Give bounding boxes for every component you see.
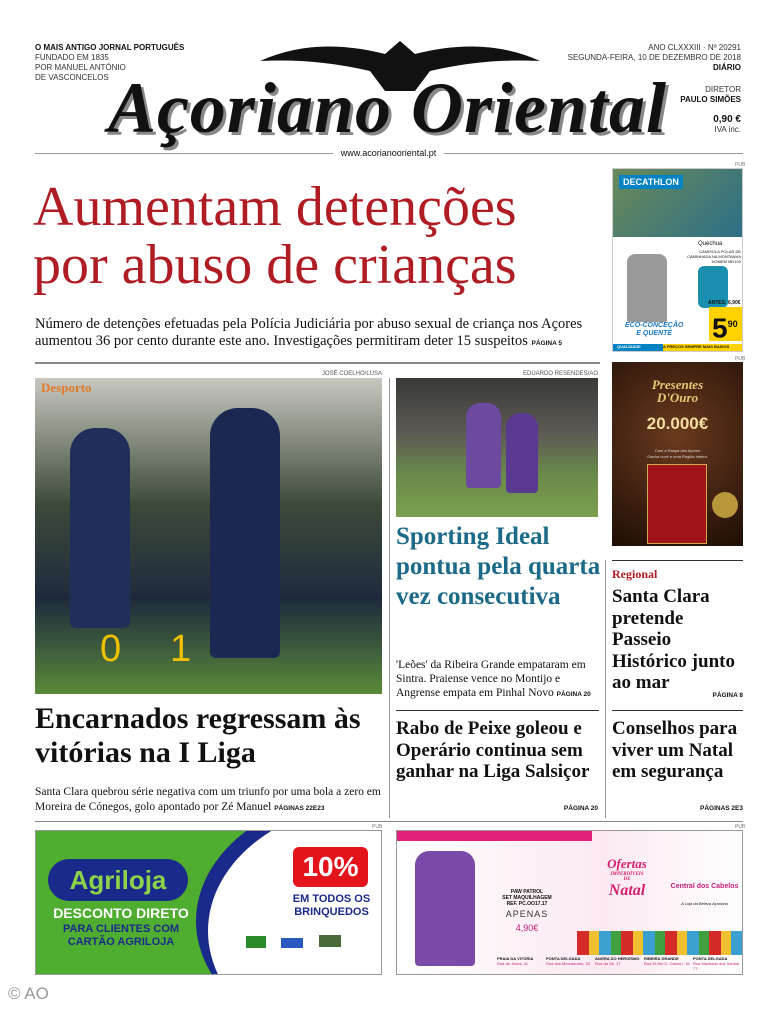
founder-2: DE VASCONCELOS — [35, 73, 109, 82]
player-figure — [506, 413, 538, 493]
offers-title: Ofertas IMPERDÍVEIS DE Natal — [607, 856, 647, 899]
score-home: 0 — [100, 628, 122, 670]
sport-page: PÁGINAS 22E23 — [274, 805, 325, 812]
column-divider — [389, 378, 390, 818]
agriloja-ad[interactable] — [35, 830, 382, 975]
newspaper-logo: Açoriano Oriental — [107, 68, 668, 148]
sport-headline[interactable]: Encarnados regressam às vitórias na I Liga — [35, 702, 361, 769]
sweater-grey — [627, 254, 667, 322]
frequency: DIÁRIO — [713, 63, 741, 72]
lead-page: PÁGINA 5 — [531, 340, 562, 347]
founder-1: POR MANUEL ANTÓNIO — [35, 63, 126, 72]
ads-rule — [35, 821, 743, 822]
store: RIBEIRA GRANDE Rua El-Rei D. Carlos I, 61 — [644, 956, 691, 966]
edition: ANO CLXXXIII · Nº 20291 — [648, 43, 741, 52]
rule — [396, 710, 599, 711]
score-away: 1 — [170, 628, 192, 670]
store: PONTA DELGADA Rua dos Mercadores, 33 — [546, 956, 590, 966]
director-name: PAULO SIMÕES — [680, 95, 741, 104]
section-label: Desporto — [41, 380, 92, 395]
natal-page: PÁGINAS 2E3 — [700, 805, 743, 812]
decathlon-logo: DECATHLON — [619, 175, 683, 189]
sport-summary: Santa Clara quebrou série negativa com um triunfo por uma bola a zero em Moreira de Cónegos, golo apontado por Zé Manuel PÁGINAS 22E23 — [35, 786, 381, 813]
rabo-headline[interactable]: Rabo de Peixe goleou e Operário continua sem ganhar na Liga Salsiçor — [396, 718, 590, 782]
column-divider — [605, 560, 606, 818]
ideal-summary: 'Leões' da Ribeira Grande empataram em Sintra. Praiense vence no Montijo e Angrense empata em Pinhal Novo PÁGINA 20 — [396, 659, 591, 699]
regional-section-label: Regional — [612, 567, 658, 581]
store: PONTA DELGADA Rua Machado dos Santos, 77 — [693, 956, 741, 971]
pub-label: PUB — [735, 162, 746, 168]
lotto-prize: 20.000€ — [646, 414, 709, 433]
central-ad[interactable] — [396, 830, 743, 975]
toy-tractor — [246, 936, 266, 948]
founded: FUNDADO EM 1835 — [35, 53, 109, 62]
ad-line: PARA CLIENTES COM CARTÃO AGRILOJA — [62, 923, 180, 948]
gift-boxes — [577, 931, 742, 955]
central-logo: Central dos Cabelos — [670, 883, 739, 890]
lotto-ad[interactable] — [612, 362, 743, 546]
regional-page: PÁGINA 8 — [712, 692, 743, 699]
rule — [612, 560, 743, 561]
price: 0,90 € — [713, 114, 741, 125]
photo-credit: EDUARDO RESENDES/AO — [522, 371, 598, 377]
section-rule — [35, 362, 600, 364]
copyright: © AO — [8, 984, 49, 1003]
product-name: CAMISOLA POLAR DE CAMINHADA NA MONTANHA HOMEM MH100 — [687, 249, 741, 264]
product-info: PAW PATROL SET MAQUILHAGEM REF. PC.OO17.17 — [502, 889, 552, 907]
lotto-title: Presentes D'Ouro — [651, 377, 704, 405]
tagline: O MAIS ANTIGO JORNAL PORTUGUÊS — [35, 43, 185, 52]
website[interactable]: www.acorianooriental.pt — [0, 148, 777, 158]
agriloja-logo: Agriloja — [48, 859, 188, 901]
natal-headline[interactable]: Conselhos para viver um Natal em segurança — [612, 718, 738, 782]
pub-label: PUB — [735, 356, 746, 362]
photo-credit: JOSÉ COELHO/LUSA — [321, 371, 382, 377]
offer-text: EM TODOS OS BRINQUEDOS — [292, 893, 371, 918]
store: PRAIA DA VITÓRIA Rua de Jesus, 41 — [497, 956, 534, 966]
toy-car — [281, 938, 303, 948]
ideal-photo[interactable] — [396, 378, 598, 517]
ad-band: QUALIDADE A PREÇOS SEMPRE MAIS BAIXOS — [613, 344, 743, 352]
scratch-card — [647, 464, 707, 544]
director-label: DIRETOR — [705, 85, 741, 94]
decathlon-ad[interactable] — [612, 168, 743, 352]
pub-label: PUB — [735, 824, 746, 830]
date: SEGUNDA-FEIRA, 10 DE DEZEMBRO DE 2018 — [567, 53, 741, 62]
product-box — [415, 851, 475, 966]
discount-badge: 10% — [293, 847, 368, 887]
store: ANGRA DO HEROÍSMO Rua da Sé, 17 — [595, 956, 640, 966]
rabo-page: PÁGINA 20 — [563, 805, 598, 812]
price-before: ANTES: 6,90€ — [708, 300, 741, 306]
only-label: APENAS — [505, 909, 549, 919]
ornament-ball — [712, 492, 738, 518]
eco-claim: ECO-CONCEÇÃO E QUENTE — [625, 322, 684, 337]
toy-trailer — [319, 935, 341, 947]
player-figure — [466, 403, 501, 488]
pub-label: PUB — [372, 824, 383, 830]
lead-headline[interactable]: Aumentam detenções por abuso de crianças — [33, 176, 517, 296]
ad-banner — [397, 831, 592, 841]
lead-summary: Número de detenções efetuadas pela Polícia Judiciária por abuso sexual de criança nos Açores aumentou 36 por cento durante este ano. Investigações permitiram deter 15 suspeitos PÁGINA 5 — [35, 316, 583, 349]
vat: IVA inc. — [714, 125, 741, 134]
lotto-text: Com a Raspa dos Açores Ganha você e uma Região inteira. — [647, 448, 708, 459]
quechua-label: Quechua — [698, 241, 723, 247]
masthead-right — [568, 43, 741, 135]
rule — [612, 710, 743, 711]
ad-line: DESCONTO DIRETO — [53, 905, 189, 921]
sport-photo[interactable] — [35, 378, 382, 694]
ideal-headline[interactable]: Sporting Ideal pontua pela quarta vez consecutiva — [396, 523, 601, 610]
store-list — [497, 956, 742, 971]
product-price: 4,90€ — [515, 923, 539, 933]
regional-headline[interactable]: Santa Clara pretende Passeio Histórico junto ao mar — [612, 586, 735, 693]
central-slogan: A Loja da Beleza Açoriana — [681, 901, 728, 906]
player-figure — [210, 408, 280, 658]
player-figure — [70, 428, 130, 628]
price-tag: $5^{90}$ — [709, 307, 743, 341]
